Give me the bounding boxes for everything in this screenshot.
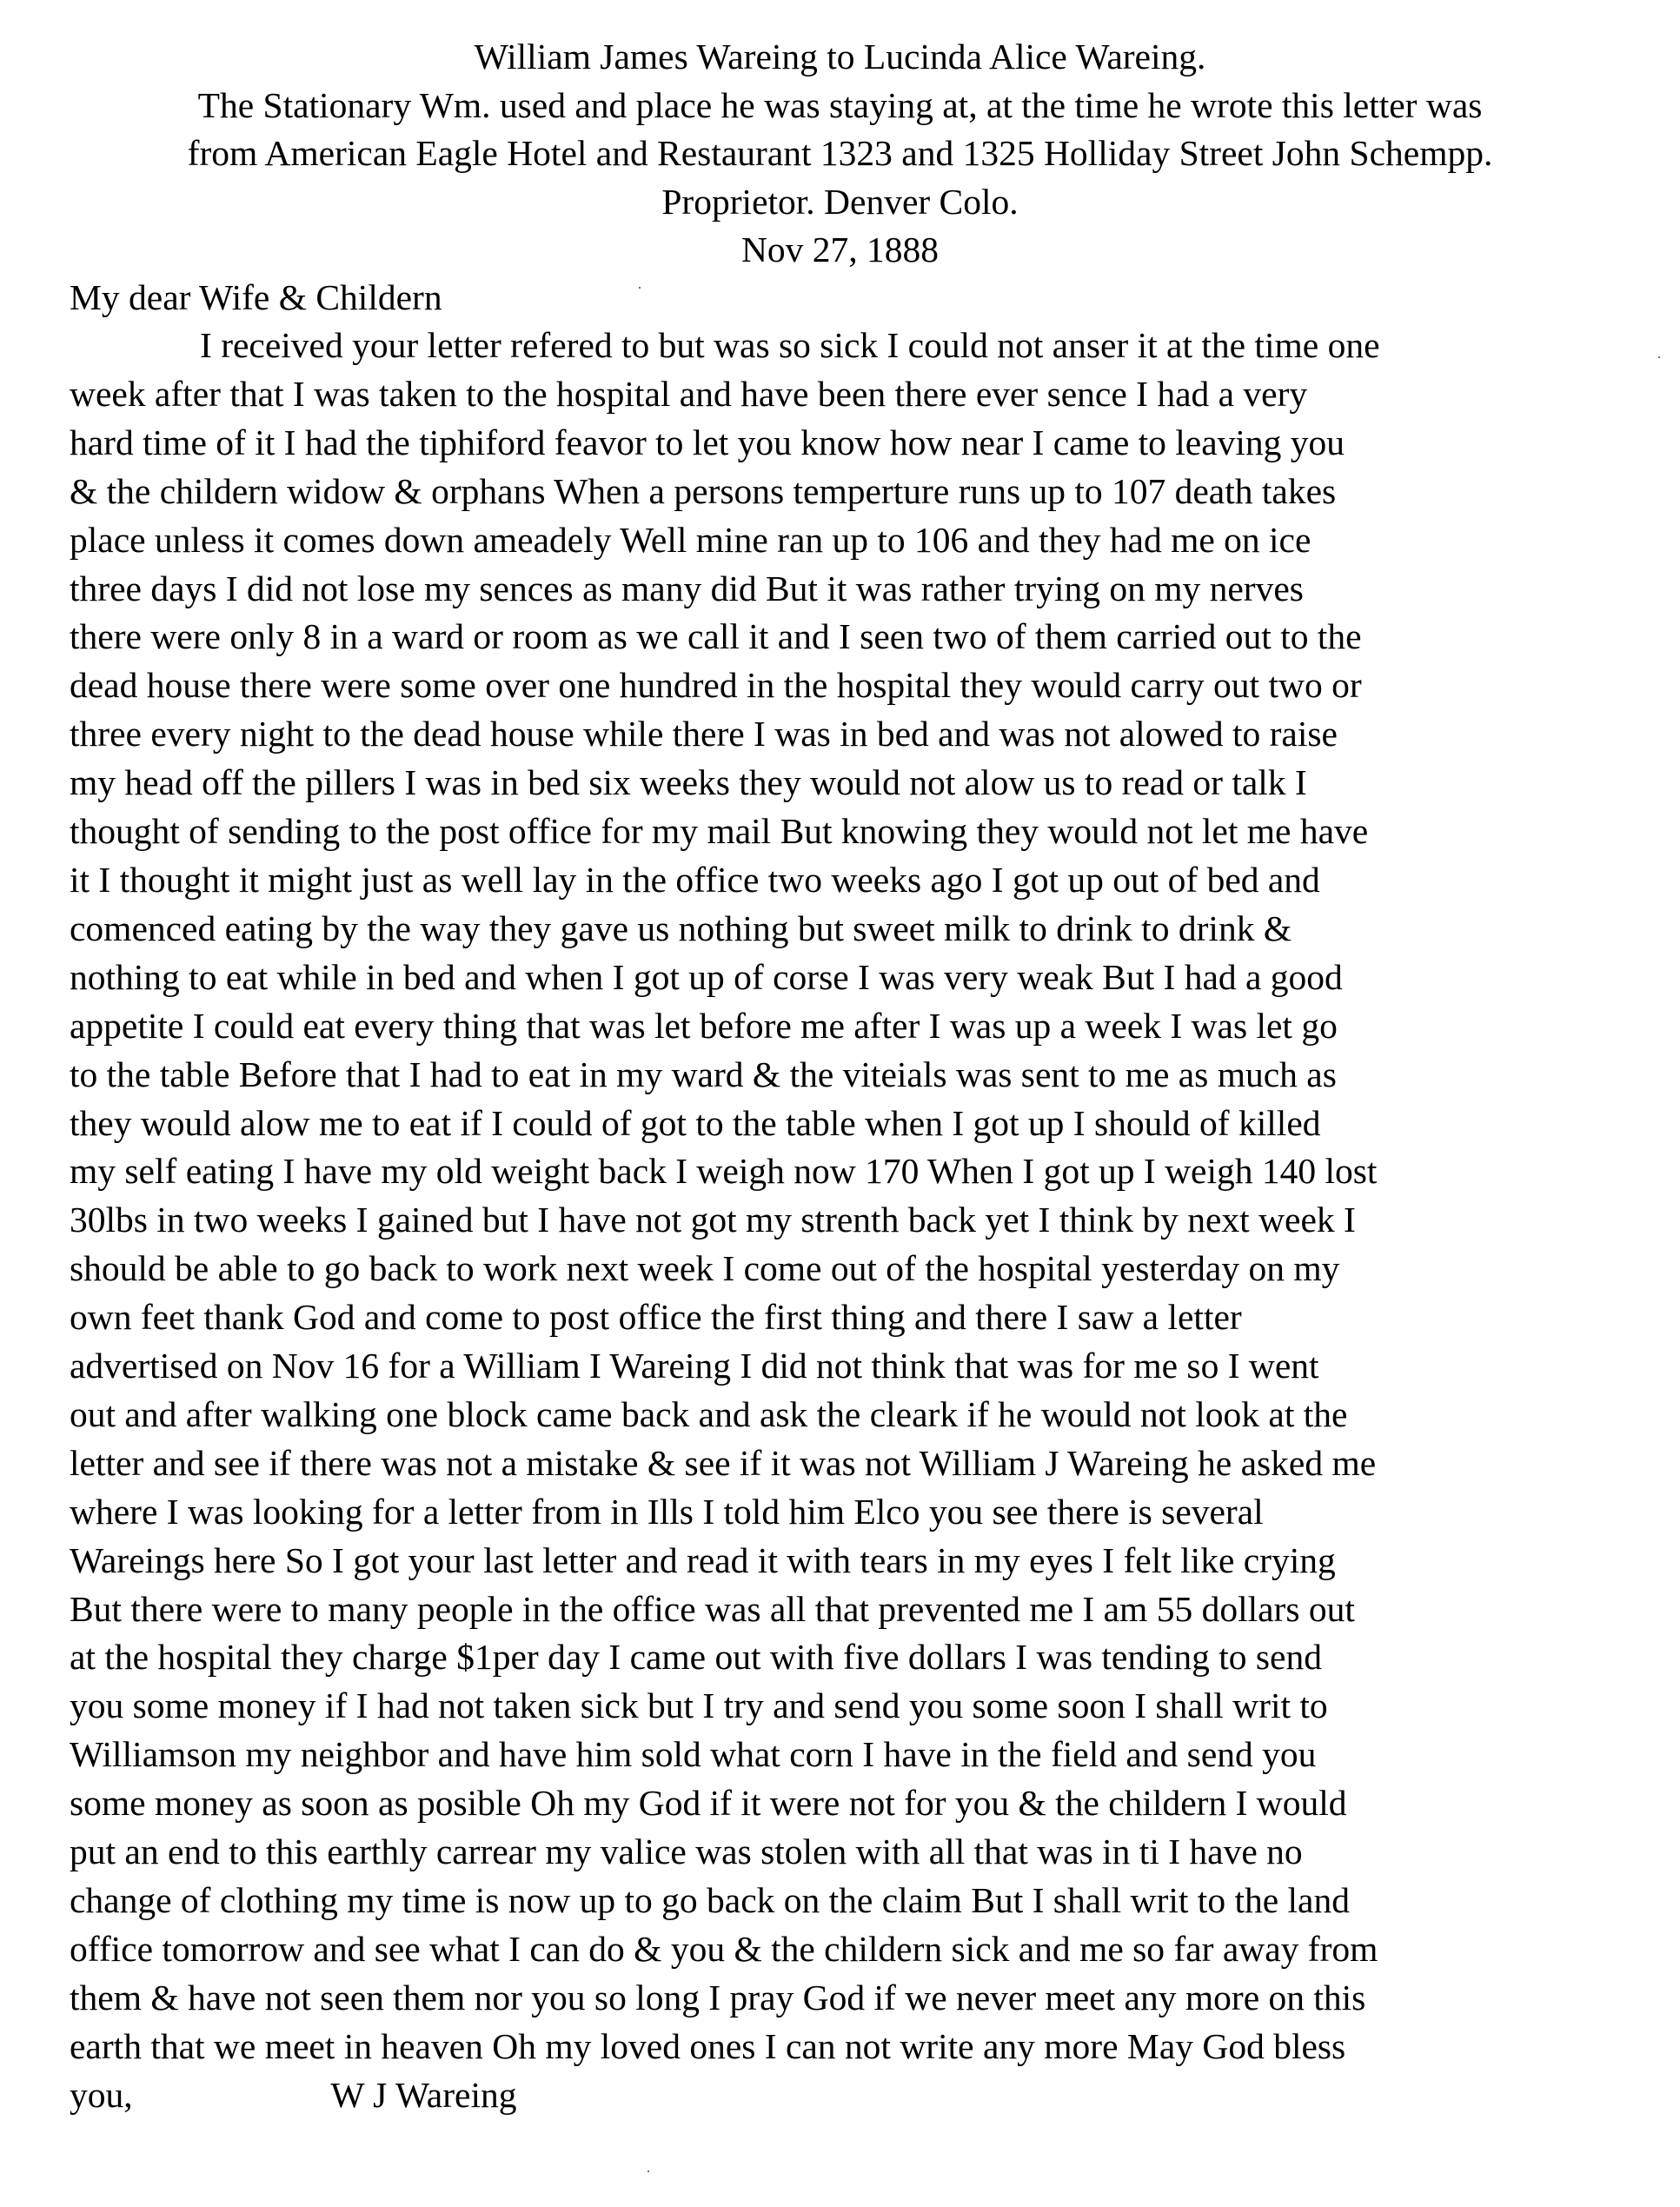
scan-speck: [1658, 356, 1660, 358]
letter-line: they would alow me to eat if I could of got to the table when I got up I should of killed: [70, 1102, 1321, 1143]
letter-line: Wareings here So I got your last letter and read it with tears in my eyes I felt like crying: [70, 1539, 1336, 1580]
letter-closing: you,: [70, 2074, 133, 2115]
letter-line: office tomorrow and see what I can do & you & the childern sick and me so far away from: [70, 1928, 1378, 1969]
letter-line: put an end to this earthly carrear my valice was stolen with all that was in ti I have no: [70, 1831, 1303, 1872]
letter-line: dead house there were some over one hundred in the hospital they would carry out two or: [70, 665, 1362, 706]
letter-line: I received your letter refered to but was so sick I could not anser it at the time one: [200, 325, 1380, 365]
letter-line: my self eating I have my old weight back I weigh now 170 When I got up I weigh 140 lost: [70, 1151, 1378, 1192]
letter-line: change of clothing my time is now up to go back on the claim But I shall writ to the land: [70, 1880, 1350, 1920]
letter-line: 30lbs in two weeks I gained but I have not got my strenth back yet I think by next week I: [70, 1200, 1356, 1240]
letter-line: them & have not seen them nor you so long I pray God if we never meet any more on this: [70, 1977, 1366, 2018]
letter-header: [52, 33, 1628, 275]
letter-line: to the table Before that I had to eat in my ward & the viteials was sent to me as much as: [70, 1054, 1337, 1094]
letter-line: where I was looking for a letter from in Ills I told him Elco you see there is several: [70, 1491, 1264, 1532]
letter-line: at the hospital they charge $1per day I came out with five dollars I was tending to send: [70, 1637, 1322, 1678]
letter-salutation: My dear Wife & Childern: [70, 277, 442, 317]
letter-line: three every night to the dead house while there I was in bed and was not alowed to raise: [70, 714, 1338, 755]
letter-body: [70, 322, 1651, 2120]
letter-line: my head off the pillers I was in bed six weeks they would not alow us to read or talk I: [70, 762, 1307, 803]
letter-line: out and after walking one block came back and ask the cleark if he would not look at the: [70, 1393, 1348, 1434]
letter-line: comenced eating by the way they gave us nothing but sweet milk to drink to drink &: [70, 907, 1292, 948]
letter-line: week after that I was taken to the hospital and have been there ever sence I had a very: [70, 373, 1308, 414]
letter-line: nothing to eat while in bed and when I got up of corse I was very weak But I had a good: [70, 956, 1343, 997]
letter-line: some money as soon as posible Oh my God if it were not for you & the childern I would: [70, 1783, 1347, 1824]
header-title: William James Wareing to Lucinda Alice Wareing.: [474, 37, 1206, 76]
header-date: Nov 27, 1888: [740, 229, 940, 269]
letter-line: But there were to many people in the office was all that prevented me I am 55 dollars out: [70, 1588, 1355, 1629]
signature-row: [70, 2071, 1651, 2120]
letter-line: you some money if I had not taken sick but I try and send you some soon I shall writ to: [70, 1685, 1328, 1726]
letter-line: appetite I could eat every thing that was let before me after I was up a week I was let go: [70, 1005, 1338, 1046]
header-stationery-note: The Stationary Wm. used and place he was staying at, at the time he wrote this letter was: [197, 84, 1483, 125]
letter-line: three days I did not lose my sences as many did But it was rather trying on my nerves: [70, 568, 1304, 608]
letter-line: it I thought it might just as well lay in the office two weeks ago I got up out of bed and: [70, 859, 1320, 900]
letter-line: hard time of it I had the tiphiford feavor to let you know how near I came to leaving you: [70, 422, 1345, 462]
letter-line: thought of sending to the post office for my mail But knowing they would not let me have: [70, 811, 1369, 852]
letter-line: own feet thank God and come to post office the first thing and there I saw a letter: [70, 1297, 1242, 1338]
letter-line: letter and see if there was not a mistake & see if it was not William J Wareing he asked me: [70, 1442, 1377, 1483]
letter-line: & the childern widow & orphans When a persons temperture runs up to 107 death takes: [70, 470, 1337, 511]
letter-line: should be able to go back to work next week I come out of the hospital yesterday on my: [70, 1248, 1340, 1289]
scan-speck: [647, 2170, 649, 2172]
letter-signature: W J Wareing: [330, 2074, 517, 2115]
letter-line: advertised on Nov 16 for a William I Wareing I did not think that was for me so I went: [70, 1346, 1319, 1386]
scan-speck: [639, 287, 641, 289]
letter-line: Williamson my neighbor and have him sold what corn I have in the field and send you: [70, 1734, 1317, 1775]
header-hotel-address: from American Eagle Hotel and Restaurant 1323 and 1325 Holliday Street John Schempp.: [187, 133, 1493, 173]
letter-line: there were only 8 in a ward or room as we call it and I seen two of them carried out to the: [70, 616, 1362, 657]
letter-line: place unless it comes down ameadely Well mine ran up to 106 and they had me on ice: [70, 519, 1311, 560]
header-location: Proprietor. Denver Colo.: [661, 181, 1019, 222]
letter-line: earth that we meet in heaven Oh my loved ones I can not write any more May God bless: [70, 2025, 1346, 2066]
